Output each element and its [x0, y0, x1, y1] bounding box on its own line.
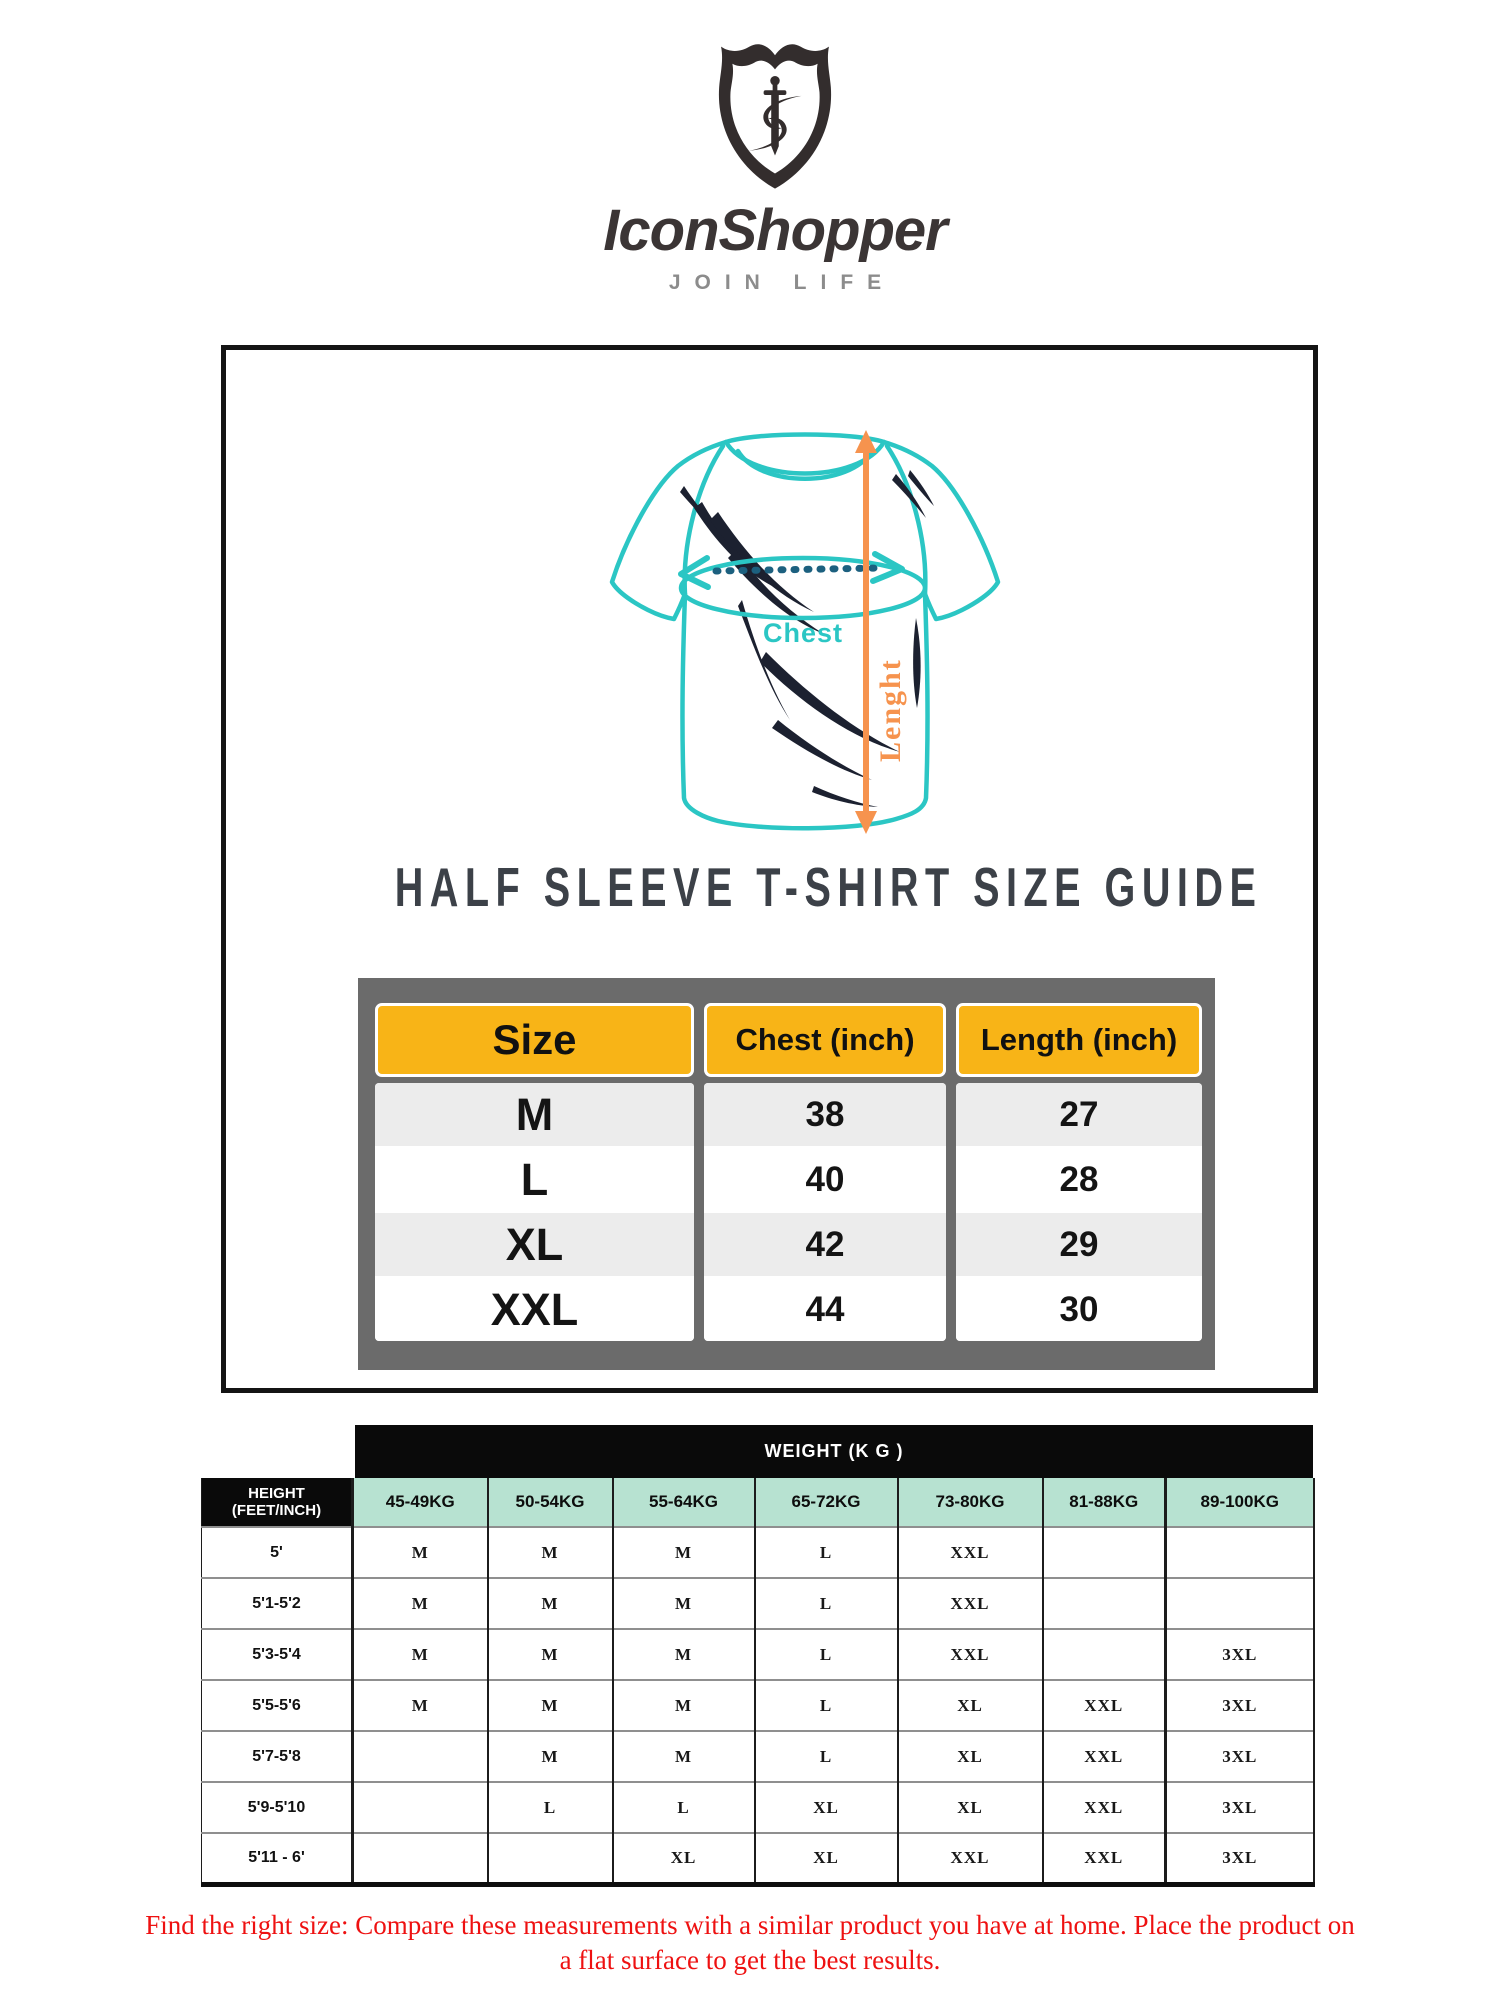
- chest-cell: 38: [704, 1083, 946, 1148]
- matrix-cell: M: [353, 1578, 488, 1629]
- matrix-cell: L: [755, 1680, 898, 1731]
- matrix-cell: 3XL: [1166, 1680, 1314, 1731]
- size-guide-title: HALF SLEEVE T-SHIRT SIZE GUIDE: [394, 856, 1263, 918]
- matrix-cell: XL: [898, 1680, 1043, 1731]
- matrix-cell: XXL: [1043, 1731, 1166, 1782]
- matrix-cell: M: [353, 1527, 488, 1578]
- matrix-cell: XL: [755, 1833, 898, 1884]
- matrix-cell: L: [755, 1578, 898, 1629]
- matrix-cell: [353, 1782, 488, 1833]
- matrix-cell: M: [488, 1527, 613, 1578]
- matrix-row: [202, 1782, 1314, 1833]
- chest-dotted-line: [716, 568, 880, 571]
- size-table-col-length: [956, 1003, 1202, 1343]
- matrix-cell: L: [755, 1731, 898, 1782]
- matrix-cell: M: [488, 1578, 613, 1629]
- brand-logo: [425, 26, 1125, 293]
- matrix-weight-col-0: 45-49KG: [353, 1478, 488, 1527]
- matrix-row: [202, 1833, 1314, 1884]
- matrix-cell: 3XL: [1166, 1629, 1314, 1680]
- matrix-cell: XXL: [1043, 1782, 1166, 1833]
- chest-col-body: [704, 1083, 946, 1341]
- size-table-col-chest: [704, 1003, 946, 1343]
- chest-cell: 44: [704, 1278, 946, 1341]
- matrix-row: [202, 1680, 1314, 1731]
- matrix-row: [202, 1527, 1314, 1578]
- matrix-weight-col-2: 55-64KG: [613, 1478, 755, 1527]
- fit-matrix-table: [201, 1478, 1315, 1887]
- chest-col-header: Chest (inch): [704, 1003, 946, 1077]
- matrix-height-label: 5': [202, 1527, 353, 1578]
- size-table: [358, 978, 1215, 1370]
- matrix-cell: M: [613, 1629, 755, 1680]
- matrix-cell: L: [613, 1782, 755, 1833]
- matrix-cell: [1043, 1578, 1166, 1629]
- matrix-cell: M: [613, 1731, 755, 1782]
- matrix-body: [202, 1527, 1314, 1884]
- matrix-row: [202, 1731, 1314, 1782]
- chest-cell: 40: [704, 1148, 946, 1213]
- matrix-cell: XXL: [898, 1578, 1043, 1629]
- matrix-cell: L: [488, 1782, 613, 1833]
- tshirt-measurement-diagram: [565, 390, 1017, 840]
- chest-label: Chest: [762, 618, 844, 648]
- matrix-cell: XL: [898, 1731, 1043, 1782]
- size-col-body: [375, 1083, 694, 1341]
- matrix-cell: 3XL: [1166, 1731, 1314, 1782]
- size-cell: L: [375, 1148, 694, 1213]
- matrix-cell: M: [613, 1578, 755, 1629]
- length-cell: 28: [956, 1148, 1202, 1213]
- matrix-height-header: HEIGHT (FEET/INCH): [202, 1478, 353, 1527]
- matrix-row: [202, 1578, 1314, 1629]
- matrix-cell: [1166, 1578, 1314, 1629]
- matrix-weight-col-3: 65-72KG: [755, 1478, 898, 1527]
- matrix-weight-col-5: 81-88KG: [1043, 1478, 1166, 1527]
- length-cell: 29: [956, 1213, 1202, 1278]
- matrix-cell: M: [353, 1629, 488, 1680]
- brand-name: IconShopper: [603, 198, 947, 263]
- matrix-height-label: 5'5-5'6: [202, 1680, 353, 1731]
- matrix-cell: M: [613, 1527, 755, 1578]
- matrix-cell: M: [488, 1731, 613, 1782]
- size-cell: XXL: [375, 1278, 694, 1341]
- fit-matrix: [201, 1425, 1316, 1895]
- size-cell: M: [375, 1083, 694, 1148]
- size-table-col-size: [375, 1003, 694, 1343]
- size-col-header: Size: [375, 1003, 694, 1077]
- matrix-weight-col-1: 50-54KG: [488, 1478, 613, 1527]
- matrix-cell: XL: [755, 1782, 898, 1833]
- matrix-height-label: 5'1-5'2: [202, 1578, 353, 1629]
- matrix-height-label: 5'7-5'8: [202, 1731, 353, 1782]
- footer-note-line2: a flat surface to get the best results.: [559, 1945, 941, 1975]
- matrix-cell: M: [488, 1629, 613, 1680]
- matrix-cell: [353, 1833, 488, 1884]
- matrix-cell: 3XL: [1166, 1833, 1314, 1884]
- matrix-cell: XXL: [1043, 1833, 1166, 1884]
- matrix-cell: L: [755, 1629, 898, 1680]
- length-col-header: Length (inch): [956, 1003, 1202, 1077]
- length-col-body: [956, 1083, 1202, 1341]
- matrix-cell: [1166, 1527, 1314, 1578]
- length-cell: 27: [956, 1083, 1202, 1148]
- matrix-cell: M: [353, 1680, 488, 1731]
- matrix-cell: XXL: [1043, 1680, 1166, 1731]
- matrix-cell: M: [488, 1680, 613, 1731]
- matrix-height-label: 5'11 - 6': [202, 1833, 353, 1884]
- matrix-cell: [1043, 1629, 1166, 1680]
- matrix-cell: L: [755, 1527, 898, 1578]
- size-cell: XL: [375, 1213, 694, 1278]
- matrix-row: [202, 1629, 1314, 1680]
- size-guide-box: [221, 345, 1318, 1393]
- chest-cell: 42: [704, 1213, 946, 1278]
- brand-tagline: JOIN LIFE: [668, 271, 896, 294]
- matrix-cell: XL: [898, 1782, 1043, 1833]
- matrix-height-label: 5'9-5'10: [202, 1782, 353, 1833]
- weight-header-bar: WEIGHT (K G ): [355, 1425, 1313, 1478]
- matrix-cell: [353, 1731, 488, 1782]
- matrix-cell: M: [613, 1680, 755, 1731]
- footer-note-line1: Find the right size: Compare these measurements with a similar product you have at home. Place the product on: [145, 1910, 1355, 1940]
- matrix-cell: XXL: [898, 1833, 1043, 1884]
- matrix-weight-col-4: 73-80KG: [898, 1478, 1043, 1527]
- footer-note: [0, 1908, 1500, 1978]
- length-cell: 30: [956, 1278, 1202, 1341]
- matrix-cell: [488, 1833, 613, 1884]
- matrix-cell: XXL: [898, 1527, 1043, 1578]
- matrix-weight-col-6: 89-100KG: [1166, 1478, 1314, 1527]
- matrix-header-row: [202, 1478, 1314, 1527]
- shield-sword-swirl-icon: [704, 26, 846, 198]
- matrix-cell: XXL: [898, 1629, 1043, 1680]
- length-label: Lenght: [874, 658, 907, 762]
- matrix-cell: XL: [613, 1833, 755, 1884]
- matrix-cell: [1043, 1527, 1166, 1578]
- matrix-cell: 3XL: [1166, 1782, 1314, 1833]
- matrix-height-label: 5'3-5'4: [202, 1629, 353, 1680]
